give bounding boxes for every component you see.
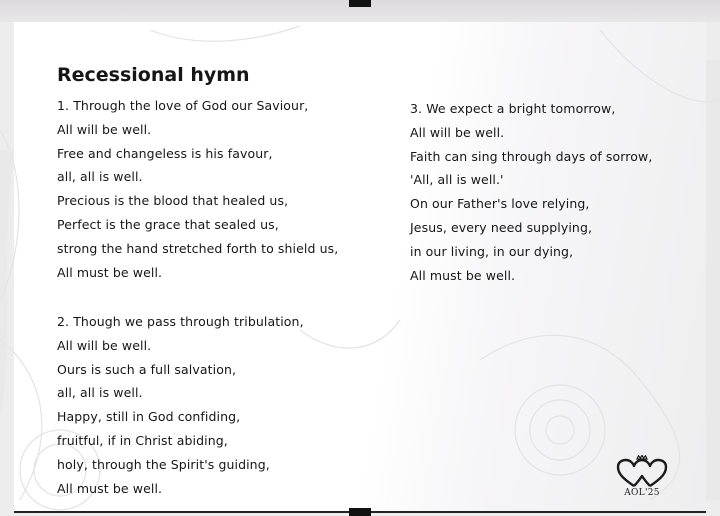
double-heart-crown-icon: [614, 455, 670, 489]
stanza-line: Faith can sing through days of sorrow,: [410, 148, 653, 164]
stanza-line: all, all is well.: [57, 169, 143, 185]
stanza-line: On our Father's love relying,: [410, 196, 590, 212]
stanza-line: fruitful, if in Christ abiding,: [57, 432, 228, 448]
stanza-line: all, all is well.: [57, 385, 143, 401]
stanza-line: All will be well.: [410, 124, 505, 140]
stanza-line: 2. Though we pass through tribulation,: [57, 314, 304, 329]
logo-text: AOL'25: [624, 488, 660, 498]
bottom-notch: [349, 508, 371, 516]
stanza-line: 'All, all is well.': [410, 172, 504, 188]
stanza-line: Ours is such a full salvation,: [57, 361, 237, 377]
monogram-logo: [612, 455, 672, 503]
stanza-line: All must be well.: [57, 480, 163, 496]
stanza-2: [57, 310, 304, 500]
stanza-line: Happy, still in God confiding,: [57, 409, 241, 425]
stanza-3: [410, 97, 652, 287]
stanza-line: Free and changeless is his favour,: [57, 145, 273, 161]
stanza-line: 3. We expect a bright tomorrow,: [410, 101, 616, 116]
stanza-1: [57, 94, 338, 284]
stanza-line: Jesus, every need supplying,: [410, 219, 593, 235]
stanza-line: in our living, in our dying,: [410, 243, 574, 259]
stanza-line: holy, through the Spirit's guiding,: [57, 456, 270, 472]
stanza-line: strong the hand stretched forth to shield us,: [57, 240, 339, 256]
stanza-line: All will be well.: [57, 121, 152, 137]
stanza-line: Precious is the blood that healed us,: [57, 193, 289, 209]
hymn-title: Recessional hymn: [57, 64, 250, 86]
stanza-line: All must be well.: [410, 267, 516, 283]
stanza-line: 1. Through the love of God our Saviour,: [57, 98, 309, 113]
stanza-line: All will be well.: [57, 337, 152, 353]
stanza-line: All must be well.: [57, 264, 163, 280]
stanza-line: Perfect is the grace that sealed us,: [57, 216, 279, 232]
